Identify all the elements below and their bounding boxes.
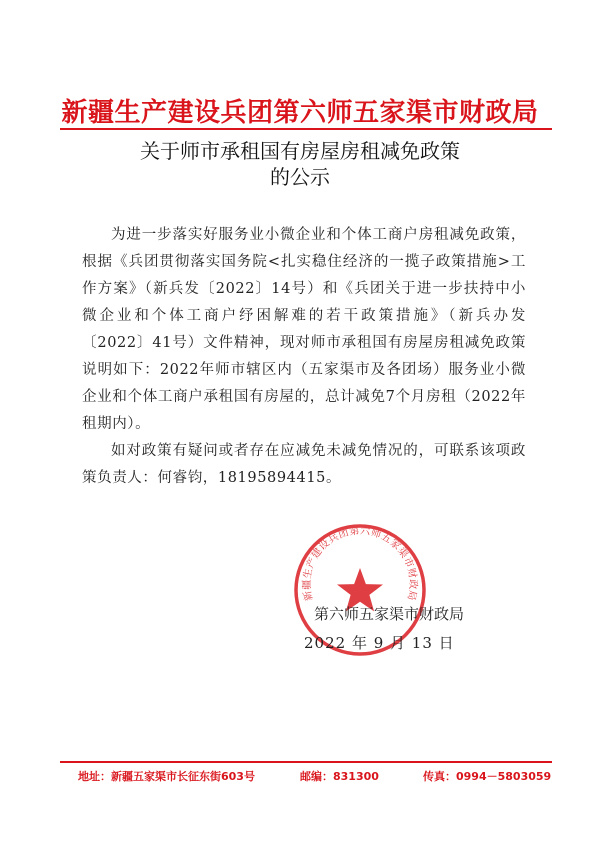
- document-title-line2: 的公示: [270, 165, 330, 189]
- body-paragraph-1: 为进一步落实好服务业小微企业和个体工商户房租减免政策，根据《兵团贯彻落实国务院<扎实稳住经济的一揽子政策措施>工作方案》（新兵发〔2022〕14号）和《兵团关于进一步扶持中小微企业和个体工商户纾困解难的若干政策措施》（新兵办发〔2022〕41号）文件精神，现对师市承租国有房屋房租减免政策说明如下：2022年师市辖区内（五家渠市及各团场）服务业小微企业和个体工商户承租国有房屋的，总计减免7个月房租（2022年租期内）。: [82, 227, 526, 432]
- signature-org: 第六师五家渠市财政局: [314, 605, 465, 623]
- letterhead-org-name: 新疆生产建设兵团第六师五家渠市财政局: [61, 98, 539, 128]
- document-title-line1: 关于师市承租国有房屋房租减免政策: [140, 139, 460, 163]
- document-body: [82, 222, 526, 492]
- letterhead-divider: [60, 128, 552, 130]
- footer-divider: [60, 761, 552, 763]
- seal-text: 新疆生产建设兵团第六师五家渠市财政局: [301, 525, 419, 602]
- signature-date: 2022 年 9 月 13 日: [304, 634, 455, 652]
- body-paragraph-2: 如对政策有疑问或者存在应减免未减免情况的，可联系该项政策负责人：何睿钧，18195894415。: [82, 443, 526, 486]
- footer-postcode: 邮编：831300: [300, 770, 379, 783]
- footer-address: 地址：新疆五家渠市长征东街603号: [78, 770, 255, 783]
- footer-fax: 传真：0994－5803059: [423, 770, 552, 783]
